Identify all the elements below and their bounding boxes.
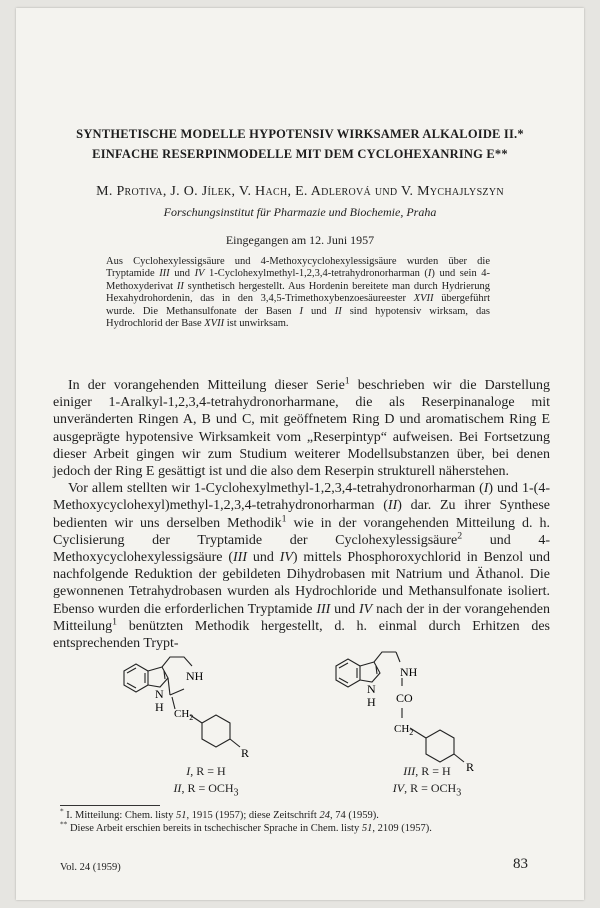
footnote-2: ** Diese Arbeit erschien bereits in tschechischer Sprache in Chem. listy 51, 2109 (1957). — [60, 819, 432, 834]
label-compound-4: IV, $R = OCH_3$ — [392, 781, 462, 799]
ch2-group: $CH_2$ — [174, 708, 194, 722]
authors: M. Protiva, J. O. Jílek, V. Hach, E. Adlerová und V. Mychajlyszyn — [96, 184, 504, 199]
nh-atom: NH — [400, 665, 418, 679]
label-compound-2: II, $R = OCH_3$ — [173, 781, 239, 799]
h-atom: H — [367, 695, 376, 709]
h-atom: H — [155, 700, 164, 714]
n-atom: N — [155, 687, 164, 701]
title-line-2: EINFACHE RESERPINMODELLE MIT DEM CYCLOHEXANRING E** — [92, 147, 508, 161]
paragraph-2: Vor allem stellten wir 1-Cyclohexylmethyl-1,2,3,4-tetrahydronorharman (I) und 1-(4-Methoxycyclohexyl)methyl-1,2,3,4-tetrahydronorharman (II) dar. Zu ihrer Synthese bedienten wir uns derselben Methodik$^1$ wie in der vorangehenden Mitteilung d. h. Cyclisierung der Tryptamide der Cyclohexylessigsäure$^2$ und 4-Methoxycyclohexylessigsäure (III und IV) mittels Phosphoroxychlorid in Benzol und nachfolgende Reduktion der gebildeten Dihydrobasen mit Natrium und Äthanol. Die gewonnenen Tetrahydrobasen wurden als Hydrochloride und Methansulfonate isoliert. Ebenso wurden die erforderlichen Tryptamide III und IV nach der in der vorangehenden Mitteilung$^1$ benützten Methodik hergestellt, d. h. einmal durch Erhitzen des entsprechenden Trypt- — [53, 481, 551, 652]
ch2-group: $CH_2$ — [394, 723, 414, 737]
label-compound-3: III, R = H — [403, 764, 451, 778]
cyclohexane-ring — [426, 730, 454, 762]
page-number: 83 — [513, 856, 528, 872]
paragraph-1: In der vorangehenden Mitteilung dieser Serie$^1$ beschrieben wir die Darstellung einiger 1-Aralkyl-1,2,3,4-tetrahydronorharmane, die als Reserpinanaloge mit unveränderten Ringen A, B und C, mit geöffnetem Ring D und aromatischem Ring E ausgeprägte hypotensive Wirksamkeit vom „Reserpintyp“ aufweisen. Bei Fortsetzung dieser Arbeit gingen wir zum Studium weiterer Modellsubstanzen über, bei denen jedoch der Ring E gesättigt ist und die also dem Reserpin strukturell näherstehen. — [53, 375, 550, 480]
label-compound-1: I, R = H — [186, 764, 226, 778]
volume-info: Vol. 24 (1959) — [60, 862, 121, 873]
received-date: Eingegangen am 12. Juni 1957 — [225, 233, 375, 247]
page — [16, 8, 584, 900]
r-group: R — [241, 746, 250, 760]
title-line-1: SYNTHETISCHE MODELLE HYPOTENSIV WIRKSAMER ALKALOIDE II.* — [76, 127, 524, 141]
co-group: CO — [396, 691, 413, 705]
footnotes — [60, 806, 550, 835]
affiliation: Forschungsinstitut für Pharmazie und Biochemie, Praha — [163, 205, 437, 219]
r-group: R — [466, 760, 475, 773]
structure-left — [104, 653, 284, 771]
cyclohexane-ring — [202, 715, 230, 747]
footnote-1: * I. Mitteilung: Chem. listy 51, 1915 (1957); diese Zeitschrift 24, 74 (1959). — [60, 806, 379, 821]
footnote-rule — [60, 805, 160, 806]
structure-right — [316, 648, 516, 773]
nh-atom: NH — [186, 669, 204, 683]
body-text — [53, 377, 550, 652]
abstract: Aus Cyclohexylessigsäure und 4-Methoxycyclohexylessigsäure wurden über die Tryptamide III und IV 1-Cyclohexylmethyl-1,2,3,4-tetrahydronorharman (I) und sein 4-Methoxyderivat II synthetisch hergestellt. Aus Hordenin bereitete man durch Hydrierung Hexahydrohordenin, das in den 3,4,5-Trimethoxybenzoesäureester XVII übergeführt wurde. Die Methansulfonate der Basen I und II sind hypotensiv wirksam, das Hydrochlorid der Base XVII ist unwirksam. — [106, 256, 491, 330]
n-atom: N — [367, 682, 376, 696]
